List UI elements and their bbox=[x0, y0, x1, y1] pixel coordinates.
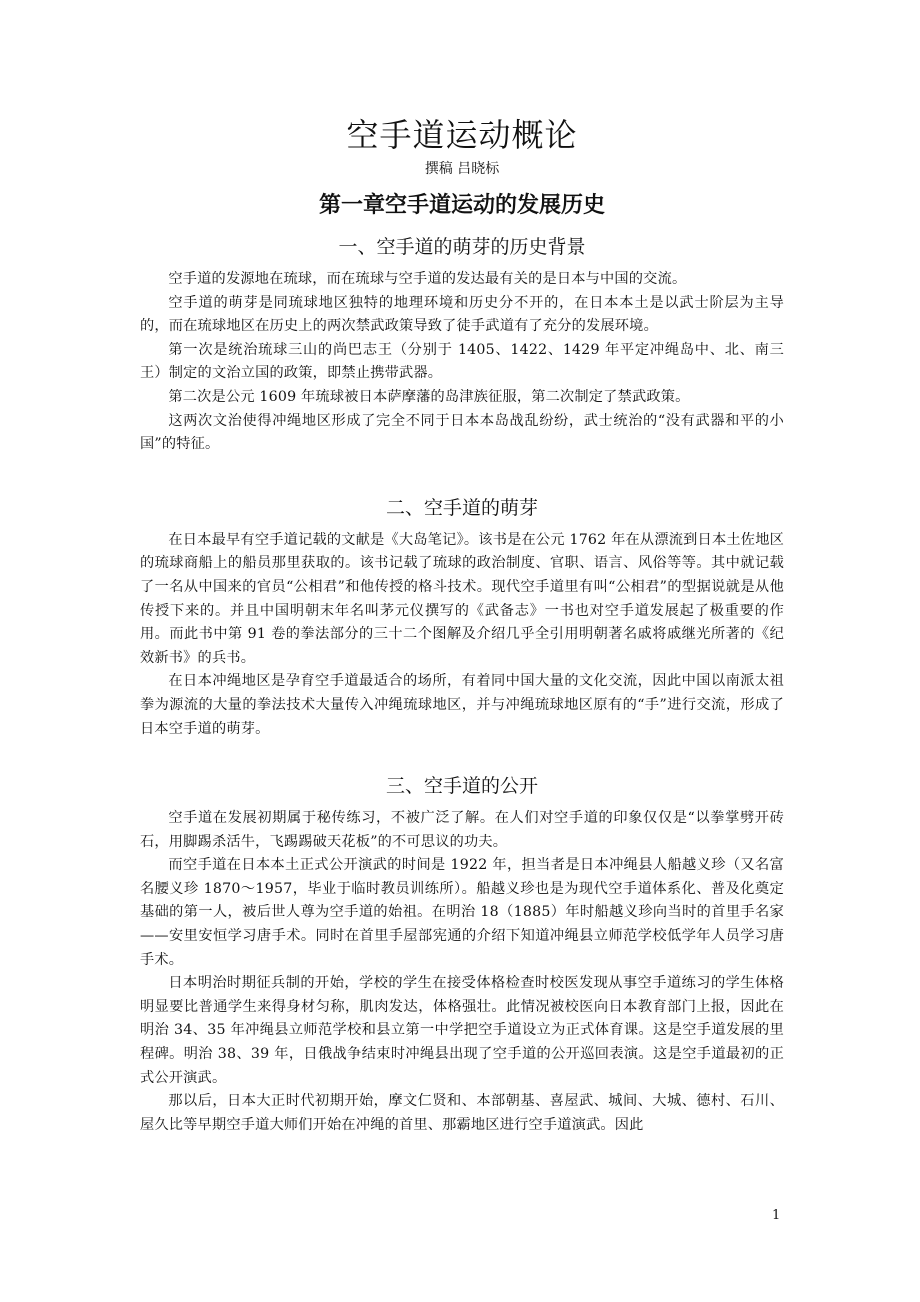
section-heading-2: 二、空手道的萌芽 bbox=[385, 496, 538, 519]
document-title: 空手道运动概论 bbox=[346, 116, 578, 154]
section-heading-3: 三、空手道的公开 bbox=[385, 775, 538, 798]
page-content bbox=[140, 112, 784, 1137]
paragraph: 空手道的发源地在琉球，而在琉球与空手道的发达最有关的是日本与中国的交流。 bbox=[168, 271, 687, 287]
paragraph: 空手道在发展初期属于秘传练习，不被广泛了解。在人们对空手道的印象仅仅是“以拳掌劈开砖石，用脚踢杀活牛，飞踢踢破天花板”的不可思议的功夫。 bbox=[140, 810, 784, 850]
paragraph: 空手道的萌芽是同琉球地区独特的地理环境和历史分不开的，在日本本土是以武士阶层为主导的，而在琉球地区在历史上的两次禁武政策导致了徒手武道有了充分的发展环境。 bbox=[140, 294, 784, 335]
paragraph: 那以后，日本大正时代初期开始，摩文仁贤和、本部朝基、喜屋武、城间、大城、德村、石川、屋久比等早期空手道大师们开始在冲绳的首里、那霸地区进行空手道演武。因此 bbox=[140, 1093, 784, 1133]
paragraph: 日本明治时期征兵制的开始，学校的学生在接受体格检查时校医发现从事空手道练习的学生体格明显要比普通学生来得身材匀称，肌肉发达，体格强壮。此情况被校医向日本教育部门上报，因此在明治 34、35 年冲绳县立师范学校和县立第一中学把空手道设立为正式体育课。这是空手道发展的里程碑。明治 38、39 年，日俄战争结束时冲绳县出现了空手道的公开巡回表演。这是空手道最初的正式公开演武。 bbox=[140, 975, 784, 1086]
paragraph: 在日本冲绳地区是孕育空手道最适合的场所，有着同中国大量的文化交流，因此中国以南派太祖拳为源流的大量的拳法技术大量传入冲绳琉球地区，并与冲绳琉球地区原有的“手”进行交流，形成了日本空手道的萌芽。 bbox=[140, 673, 784, 737]
paragraph: 第二次是公元 1609 年琉球被日本萨摩藩的岛津族征服，第二次制定了禁武政策。 bbox=[168, 388, 690, 405]
chapter-heading: 第一章空手道运动的发展历史 bbox=[318, 193, 605, 218]
paragraph: 在日本最早有空手道记载的文献是《大岛笔记》。该书是在公元 1762 年在从漂流到日本土佐地区的琉球商船上的船员那里获取的。该书记载了琉球的政治制度、官职、语言、风俗等等。其中就记载了一名从中国来的官员“公相君”和他传授的格斗技术。现代空手道里有叫“公相君”的型据说就是从他传授下来的。并且中国明朝末年名叫茅元仪撰写的《武备志》一书也对空手道发展起了极重要的作用。而此书中第 91 卷的拳法部分的三十二个图解及介绍几乎全引用明朝著名戚将戚继光所著的《纪效新书》的兵书。 bbox=[140, 531, 784, 666]
section-heading-1: 一、空手道的萌芽的历史背景 bbox=[338, 236, 586, 258]
paragraph: 这两次文治使得冲绳地区形成了完全不同于日本本岛战乱纷纷，武士统治的“没有武器和平的小国”的特征。 bbox=[140, 412, 784, 453]
page-number: 1 bbox=[772, 1208, 781, 1223]
paragraph: 第一次是统治琉球三山的尚巴志王（分别于 1405、1422、1429 年平定冲绳岛中、北、南三王）制定的文治立国的政策，即禁止携带武器。 bbox=[140, 341, 784, 382]
author-line: 撰稿 吕晓标 bbox=[424, 161, 500, 177]
paragraph: 而空手道在日本本土正式公开演武的时间是 1922 年，担当者是日本冲绳县人船越义珍（又名富名腰义珍 1870～1957，毕业于临时教员训练所）。船越义珍也是为现代空手道体系化、普及化奠定基础的第一人，被后世人尊为空手道的始祖。在明治 18（1885）年时船越义珍向当时的首里手名家——安里安恒学习唐手术。同时在首里手屋部宪通的介绍下知道冲绳县立师范学校低学年人员学习唐手术。 bbox=[140, 857, 784, 968]
